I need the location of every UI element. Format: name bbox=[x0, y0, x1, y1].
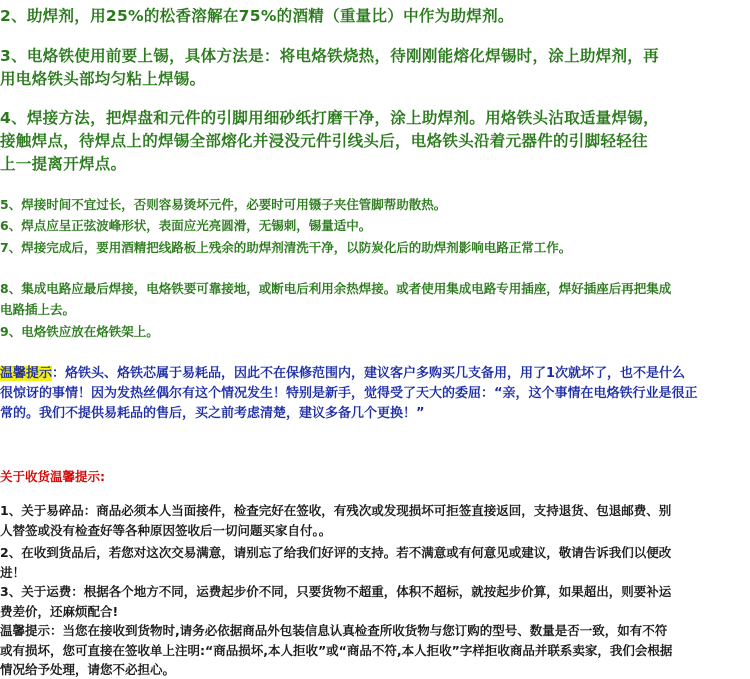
instruction-item-4-line-3: 上一提离开焊点。 bbox=[0, 155, 127, 173]
tip-label: 温馨提示 bbox=[0, 366, 53, 381]
receipt-item-2-line-1: 2、在收到货品后，若您对这次交易满意，请别忘了给我们好评的支持。若不满意或有何意见或建议，敬请告诉我们以便改 bbox=[0, 545, 672, 560]
receipt-item-2-line-2: 进！ bbox=[0, 565, 26, 580]
receipt-item-1-line-1: 1、关于易碎品：商品必须本人当面接件，检查完好在签收，有残次或发现损坏可拒签直接返回，支持退货、包退邮费、别 bbox=[0, 503, 672, 518]
tip-line-1 bbox=[0, 362, 685, 381]
instruction-item-8-line-1: 8、集成电路应最后焊接，电烙铁要可靠接地，或断电后利用余热焊接。或者使用集成电路专用插座，焊好插座后再把集成 bbox=[0, 281, 672, 296]
instruction-item-2: 2、助焊剂，用25%的松香溶解在75%的酒精（重量比）中作为助焊剂。 bbox=[0, 7, 514, 25]
tip-line-3: 常的。我们不提供易耗品的售后，买之前考虑清楚，建议多备几个更换！” bbox=[0, 406, 425, 421]
instruction-item-3-line-1: 3、电烙铁使用前要上锡，具体方法是：将电烙铁烧热，待刚刚能熔化焊锡时，涂上助焊剂，再 bbox=[0, 47, 659, 65]
instruction-item-7: 7、焊接完成后，要用酒精把线路板上残余的助焊剂清洗干净，以防炭化后的助焊剂影响电路正常工作。 bbox=[0, 240, 572, 255]
receipt-item-4-line-1: 温馨提示：当您在接收到货物时,请务必依据商品外包装信息认真检查所收货物与您订购的型号、数量是否一致，如有不符 bbox=[0, 623, 668, 638]
receipt-heading: 关于收货温馨提示: bbox=[0, 469, 105, 484]
receipt-item-4-line-3: 情况给予处理，请您不必担心。 bbox=[0, 662, 176, 677]
tip-line-2: 很惊讶的事情！因为发热丝偶尔有这个情况发生！特别是新手，觉得受了天大的委屈：“亲，这个事情在电烙铁行业是很正 bbox=[0, 386, 698, 401]
instruction-item-9: 9、电烙铁应放在烙铁架上。 bbox=[0, 324, 159, 339]
receipt-item-1-line-2: 人替签或没有检查好等各种原因签收后一切问题买家自付。。 bbox=[0, 523, 332, 538]
tip-line-1-text: ：烙铁头、烙铁芯属于易耗品，因此不在保修范围内，建议客户多购买几支备用，用了1次就坏了，也不是什么 bbox=[52, 366, 686, 381]
instruction-item-8-line-2: 电路插上去。 bbox=[0, 302, 76, 317]
instruction-item-4-line-2: 接触焊点，待焊点上的焊锡全部熔化并浸没元件引线头后，电烙铁头沿着元器件的引脚轻轻往 bbox=[0, 132, 648, 150]
receipt-item-3-line-2: 费差价，还麻烦配合! bbox=[0, 604, 119, 619]
instruction-item-5: 5、焊接时间不宜过长，否则容易烫坏元件，必要时可用镊子夹住管脚帮助散热。 bbox=[0, 197, 447, 212]
instruction-item-4-line-1: 4、焊接方法，把焊盘和元件的引脚用细砂纸打磨干净，涂上助焊剂。用烙铁头沾取适量焊锡， bbox=[0, 109, 659, 127]
instruction-item-3-line-2: 用电烙铁头部均匀粘上焊锡。 bbox=[0, 70, 206, 88]
receipt-item-4-line-2: 或有损坏，您可直接在签收单上注明:“商品损坏,本人拒收”或“商品不符,本人拒收”字样拒收商品并联系卖家，我们会根据 bbox=[0, 643, 673, 658]
instruction-item-6: 6、焊点应呈正弦波峰形状，表面应光亮圆滑，无锡刺，锡量适中。 bbox=[0, 218, 372, 233]
receipt-item-3-line-1: 3、关于运费：根据各个地方不同，运费起步价不同，只要货物不超重，体积不超标，就按起步价算，如果超出，则要补运 bbox=[0, 584, 672, 599]
